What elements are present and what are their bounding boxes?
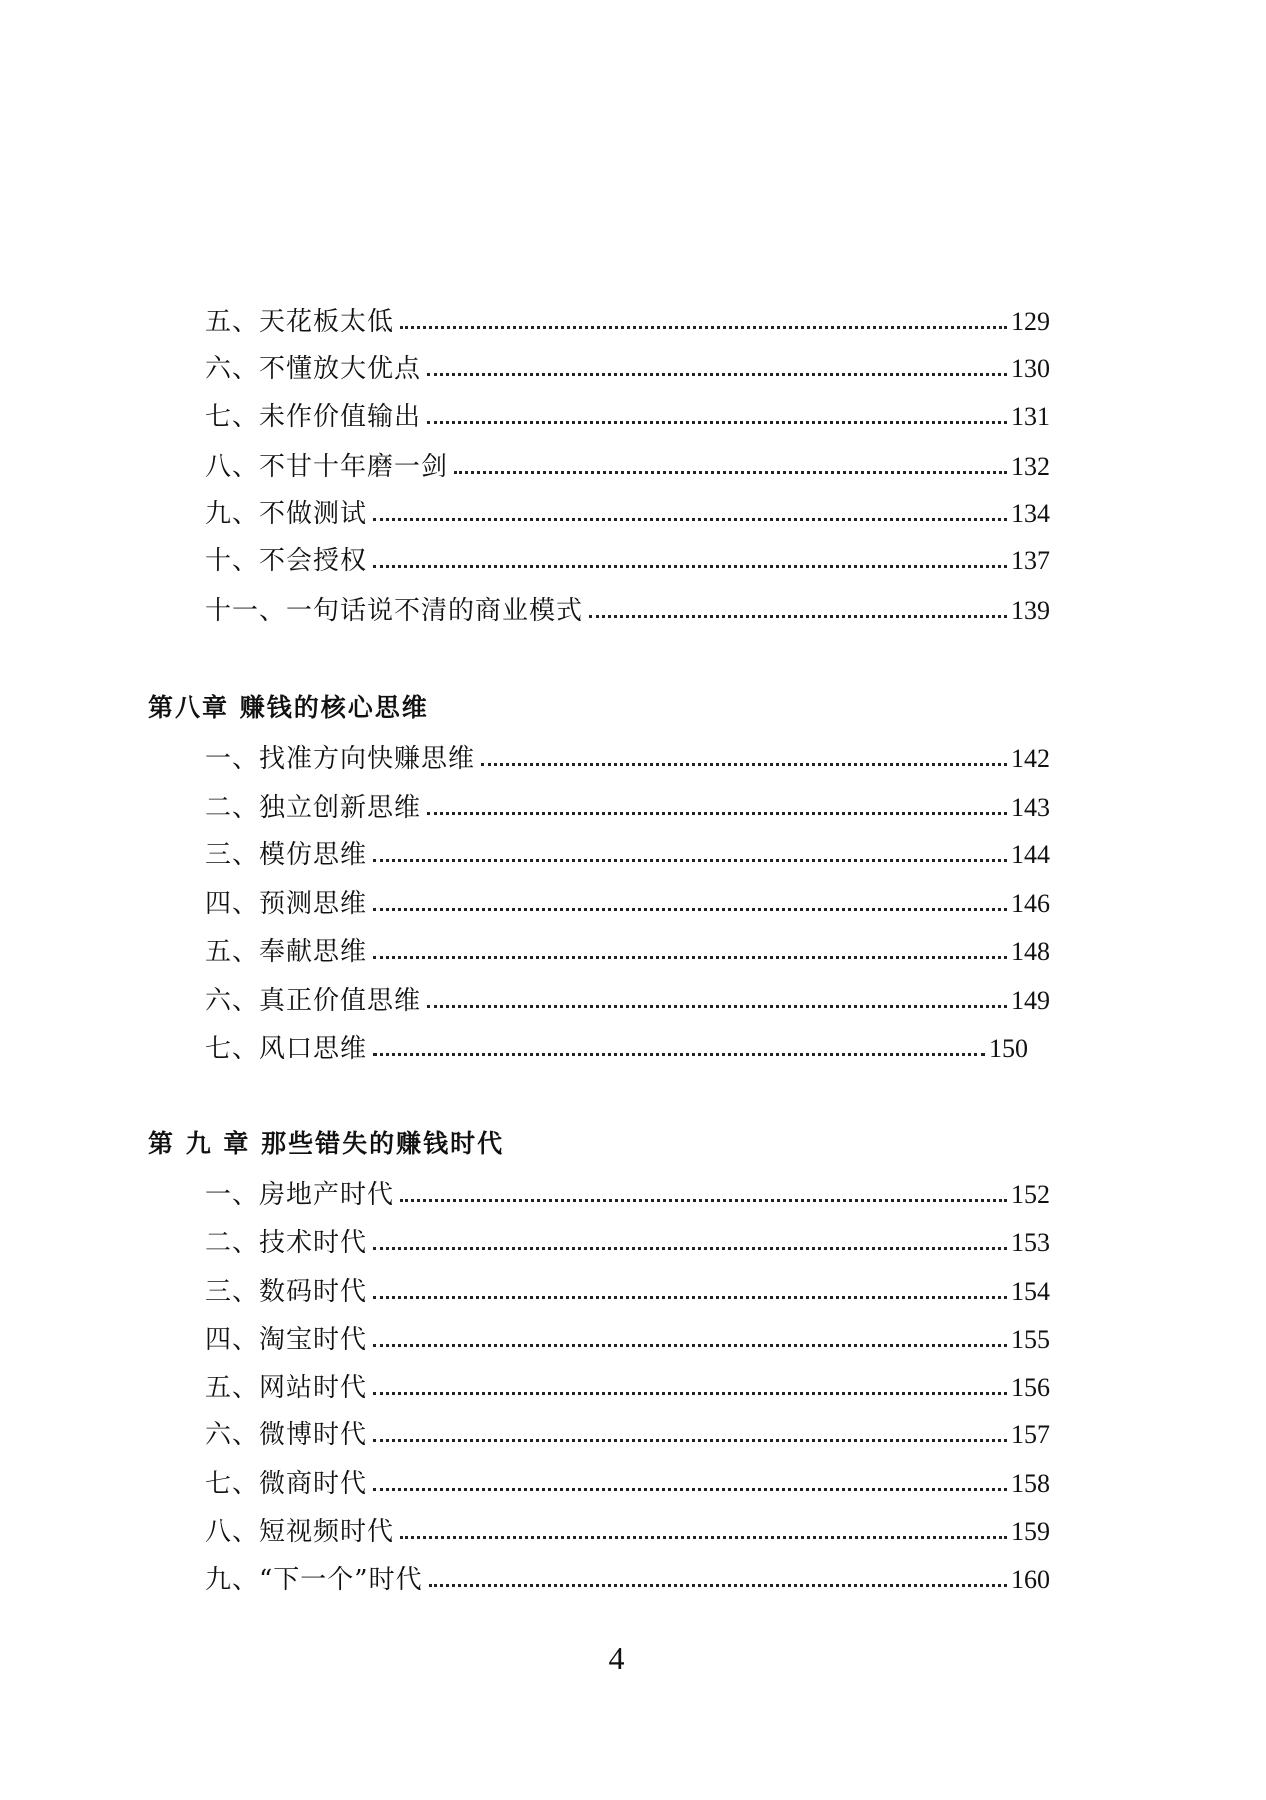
toc-entry[interactable]	[205, 1268, 1050, 1308]
toc-entry-page: 160	[1011, 1565, 1050, 1594]
toc-entry-page: 146	[1011, 889, 1050, 918]
toc-entry-label: 五、奉献思维	[205, 937, 368, 967]
dot-leader	[427, 372, 1007, 376]
dot-leader	[400, 1198, 1007, 1202]
toc-entry[interactable]	[205, 587, 1050, 627]
toc-entry[interactable]	[205, 1460, 1050, 1500]
dot-leader	[400, 1535, 1007, 1539]
chapter-heading[interactable]: 第 九 章 那些错失的赚钱时代	[148, 1129, 505, 1158]
chapter-heading[interactable]: 第八章 赚钱的核心思维	[148, 693, 429, 722]
toc-entry-page: 158	[1011, 1469, 1050, 1498]
dot-leader	[373, 1391, 1007, 1395]
dot-leader	[589, 614, 1007, 618]
dot-leader	[454, 470, 1007, 474]
dot-leader	[400, 325, 1007, 329]
dot-leader	[373, 907, 1007, 911]
dot-leader	[373, 1246, 1007, 1250]
toc-entry-page: 134	[1011, 499, 1050, 528]
toc-entry-label: 一、找准方向快赚思维	[205, 744, 476, 774]
dot-leader	[427, 811, 1007, 815]
toc-entry[interactable]	[205, 537, 1050, 577]
toc-entry[interactable]	[205, 735, 1050, 775]
toc-entry[interactable]	[205, 1316, 1050, 1356]
dot-leader	[373, 1052, 985, 1056]
toc-entry[interactable]	[205, 831, 1050, 871]
toc-entry-label: 九、不做测试	[205, 499, 368, 529]
dot-leader	[373, 1343, 1007, 1347]
toc-entry-label: 五、天花板太低	[205, 307, 395, 337]
toc-entry[interactable]	[205, 977, 1050, 1017]
toc-entry-page: 139	[1011, 596, 1050, 625]
dot-leader	[373, 1487, 1007, 1491]
toc-entry-page: 155	[1011, 1325, 1050, 1354]
toc-entry-page: 149	[1011, 986, 1050, 1015]
toc-entry-label: 四、淘宝时代	[205, 1325, 368, 1355]
dot-leader	[373, 517, 1007, 521]
toc-entry[interactable]	[205, 393, 1050, 433]
toc-entry-label: 七、未作价值输出	[205, 402, 422, 432]
toc-entry-label: 五、网站时代	[205, 1373, 368, 1403]
toc-entry-label: 九、“下一个”时代	[205, 1565, 423, 1595]
toc-entry[interactable]	[205, 784, 1050, 824]
toc-entry-page: 150	[989, 1034, 1028, 1063]
dot-leader	[427, 1004, 1007, 1008]
toc-entry-page: 144	[1011, 840, 1050, 869]
toc-entry[interactable]	[205, 1219, 1050, 1259]
dot-leader	[373, 858, 1007, 862]
toc-entry-label: 三、模仿思维	[205, 840, 368, 870]
toc-entry-page: 132	[1011, 452, 1050, 481]
toc-entry[interactable]	[205, 1364, 1050, 1404]
toc-entry-label: 六、真正价值思维	[205, 986, 422, 1016]
dot-leader	[427, 420, 1007, 424]
toc-entry-label: 八、不甘十年磨一剑	[205, 452, 449, 482]
toc-entry-page: 131	[1011, 402, 1050, 431]
toc-entry[interactable]	[205, 345, 1050, 385]
toc-entry[interactable]	[205, 490, 1050, 530]
dot-leader	[373, 1438, 1007, 1442]
toc-entry[interactable]	[205, 1411, 1050, 1451]
toc-entry[interactable]	[205, 928, 1050, 968]
toc-entry[interactable]	[205, 298, 1050, 338]
toc-entry-label: 六、不懂放大优点	[205, 354, 422, 384]
page-number: 4	[608, 1640, 625, 1676]
toc-entry-label: 一、房地产时代	[205, 1180, 395, 1210]
toc-entry-page: 159	[1011, 1517, 1050, 1546]
toc-entry-page: 129	[1011, 307, 1050, 336]
toc-entry-page: 148	[1011, 937, 1050, 966]
toc-entry-label: 十、不会授权	[205, 546, 368, 576]
toc-entry[interactable]	[205, 880, 1050, 920]
toc-entry-label: 二、独立创新思维	[205, 793, 422, 823]
toc-entry-page: 157	[1011, 1420, 1050, 1449]
toc-entry[interactable]	[205, 1025, 1028, 1065]
dot-leader	[481, 762, 1007, 766]
toc-entry-label: 十一、一句话说不清的商业模式	[205, 596, 584, 626]
toc-entry-label: 三、数码时代	[205, 1277, 368, 1307]
toc-entry-page: 142	[1011, 744, 1050, 773]
dot-leader	[429, 1583, 1007, 1587]
toc-entry-label: 六、微博时代	[205, 1420, 368, 1450]
toc-entry-label: 七、微商时代	[205, 1469, 368, 1499]
toc-entry-label: 七、风口思维	[205, 1034, 368, 1064]
toc-entry-label: 四、预测思维	[205, 889, 368, 919]
toc-entry-label: 二、技术时代	[205, 1228, 368, 1258]
toc-entry-page: 137	[1011, 546, 1050, 575]
toc-entry[interactable]	[205, 1556, 1050, 1596]
dot-leader	[373, 1295, 1007, 1299]
toc-entry[interactable]	[205, 443, 1050, 483]
dot-leader	[373, 955, 1007, 959]
dot-leader	[373, 564, 1007, 568]
toc-entry-page: 143	[1011, 793, 1050, 822]
toc-entry-label: 八、短视频时代	[205, 1517, 395, 1547]
toc-entry[interactable]	[205, 1171, 1050, 1211]
toc-entry-page: 156	[1011, 1373, 1050, 1402]
toc-entry-page: 152	[1011, 1180, 1050, 1209]
toc-entry-page: 154	[1011, 1277, 1050, 1306]
toc-entry-page: 130	[1011, 354, 1050, 383]
toc-entry[interactable]	[205, 1508, 1050, 1548]
toc-entry-page: 153	[1011, 1228, 1050, 1257]
